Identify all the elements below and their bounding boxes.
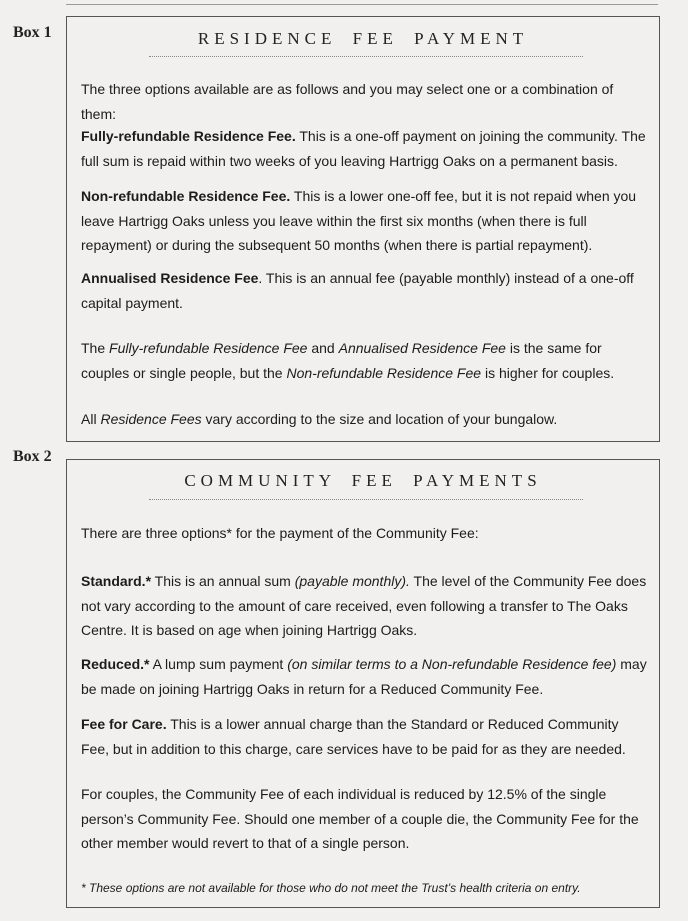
fee-equality-text-4: is higher for couples.	[484, 364, 615, 381]
fees-vary-term: Residence Fees	[100, 411, 202, 427]
box1-label: Box 1	[13, 24, 52, 41]
fees-vary-text-2: vary according to the size and location of your bungalow.	[205, 411, 558, 427]
reduced-text-1: A lump sum payment	[152, 656, 284, 672]
fee-equality-text-3: is the same for couples or single people, but the	[81, 340, 602, 381]
fee-equality-text-1: The	[81, 340, 106, 356]
standard-paragraph	[81, 569, 647, 643]
fees-vary-text-1: All	[81, 411, 97, 427]
box2-label: Box 2	[13, 448, 52, 465]
reduced-italic: (on similar terms to a Non-refundable Residence fee)	[287, 656, 617, 672]
footnote: * These options are not available for those who do not meet the Trust’s health criteria on entry.	[81, 881, 581, 895]
non-refundable-text: This is a lower one-off fee, but it is not repaid when you leave Hartrigg Oaks unless you leave within the first six months (when there is full repayment) or during the subsequent 50 months (when there is partial repayment).	[81, 188, 637, 253]
fully-refundable-text: This is a one-off payment on joining the community. The full sum is repaid within two weeks of you leaving Hartrigg Oaks on a permanent basis.	[81, 128, 646, 169]
non-refundable-term: Non-refundable Residence Fee.	[81, 188, 291, 204]
fees-vary-paragraph	[81, 407, 647, 432]
fee-for-care-paragraph	[81, 712, 647, 761]
fully-refundable-paragraph	[81, 124, 647, 173]
standard-term: Standard.*	[81, 573, 152, 589]
standard-text-2: The level of the Community Fee does not vary according to the amount of care received, even following a transfer to The Oaks Centre. It is based on age when joining Hartrigg Oaks.	[81, 573, 647, 638]
standard-italic: (payable monthly).	[294, 573, 410, 589]
reduced-paragraph	[81, 652, 647, 701]
fee-equality-term-1: Fully-refundable Residence Fee	[109, 340, 308, 356]
fee-equality-text-2: and	[311, 340, 335, 356]
non-refundable-paragraph	[81, 184, 647, 258]
reduced-term: Reduced.*	[81, 656, 150, 672]
reduced-text-2: may be made on joining Hartrigg Oaks in return for a Reduced Community Fee.	[81, 656, 647, 697]
community-intro: There are three options* for the payment of the Community Fee:	[81, 525, 479, 541]
residence-intro: The three options available are as follows and you may select one or a combination of them:	[81, 81, 614, 122]
community-fee-panel	[66, 459, 660, 908]
top-rule	[66, 4, 658, 5]
fully-refundable-term: Fully-refundable Residence Fee.	[81, 128, 296, 144]
fee-equality-paragraph	[81, 336, 647, 385]
residence-fee-panel	[66, 16, 660, 442]
annualised-paragraph	[81, 266, 647, 315]
standard-text-1: This is an annual sum	[154, 573, 291, 589]
fee-equality-term-2: Annualised Residence Fee	[338, 340, 506, 356]
fee-for-care-text: This is a lower annual charge than the Standard or Reduced Community Fee, but in addition to this charge, care services have to be paid for as they are needed.	[81, 716, 626, 757]
fee-equality-term-3: Non-refundable Residence Fee	[286, 364, 482, 381]
annualised-term: Annualised Residence Fee	[81, 270, 259, 286]
couples-paragraph: For couples, the Community Fee of each individual is reduced by 12.5% of the single person’s Community Fee. Should one member of a couple die, the Community Fee for the other member would revert to that of a single person.	[81, 786, 639, 851]
annualised-text: . This is an annual fee (payable monthly) instead of a one-off capital payment.	[81, 270, 634, 311]
fee-for-care-term: Fee for Care.	[81, 716, 167, 732]
residence-fee-title: RESIDENCE FEE PAYMENT	[197, 29, 529, 48]
community-fee-title: COMMUNITY FEE PAYMENTS	[184, 471, 542, 490]
title-divider	[149, 56, 583, 57]
title-divider	[149, 499, 583, 500]
